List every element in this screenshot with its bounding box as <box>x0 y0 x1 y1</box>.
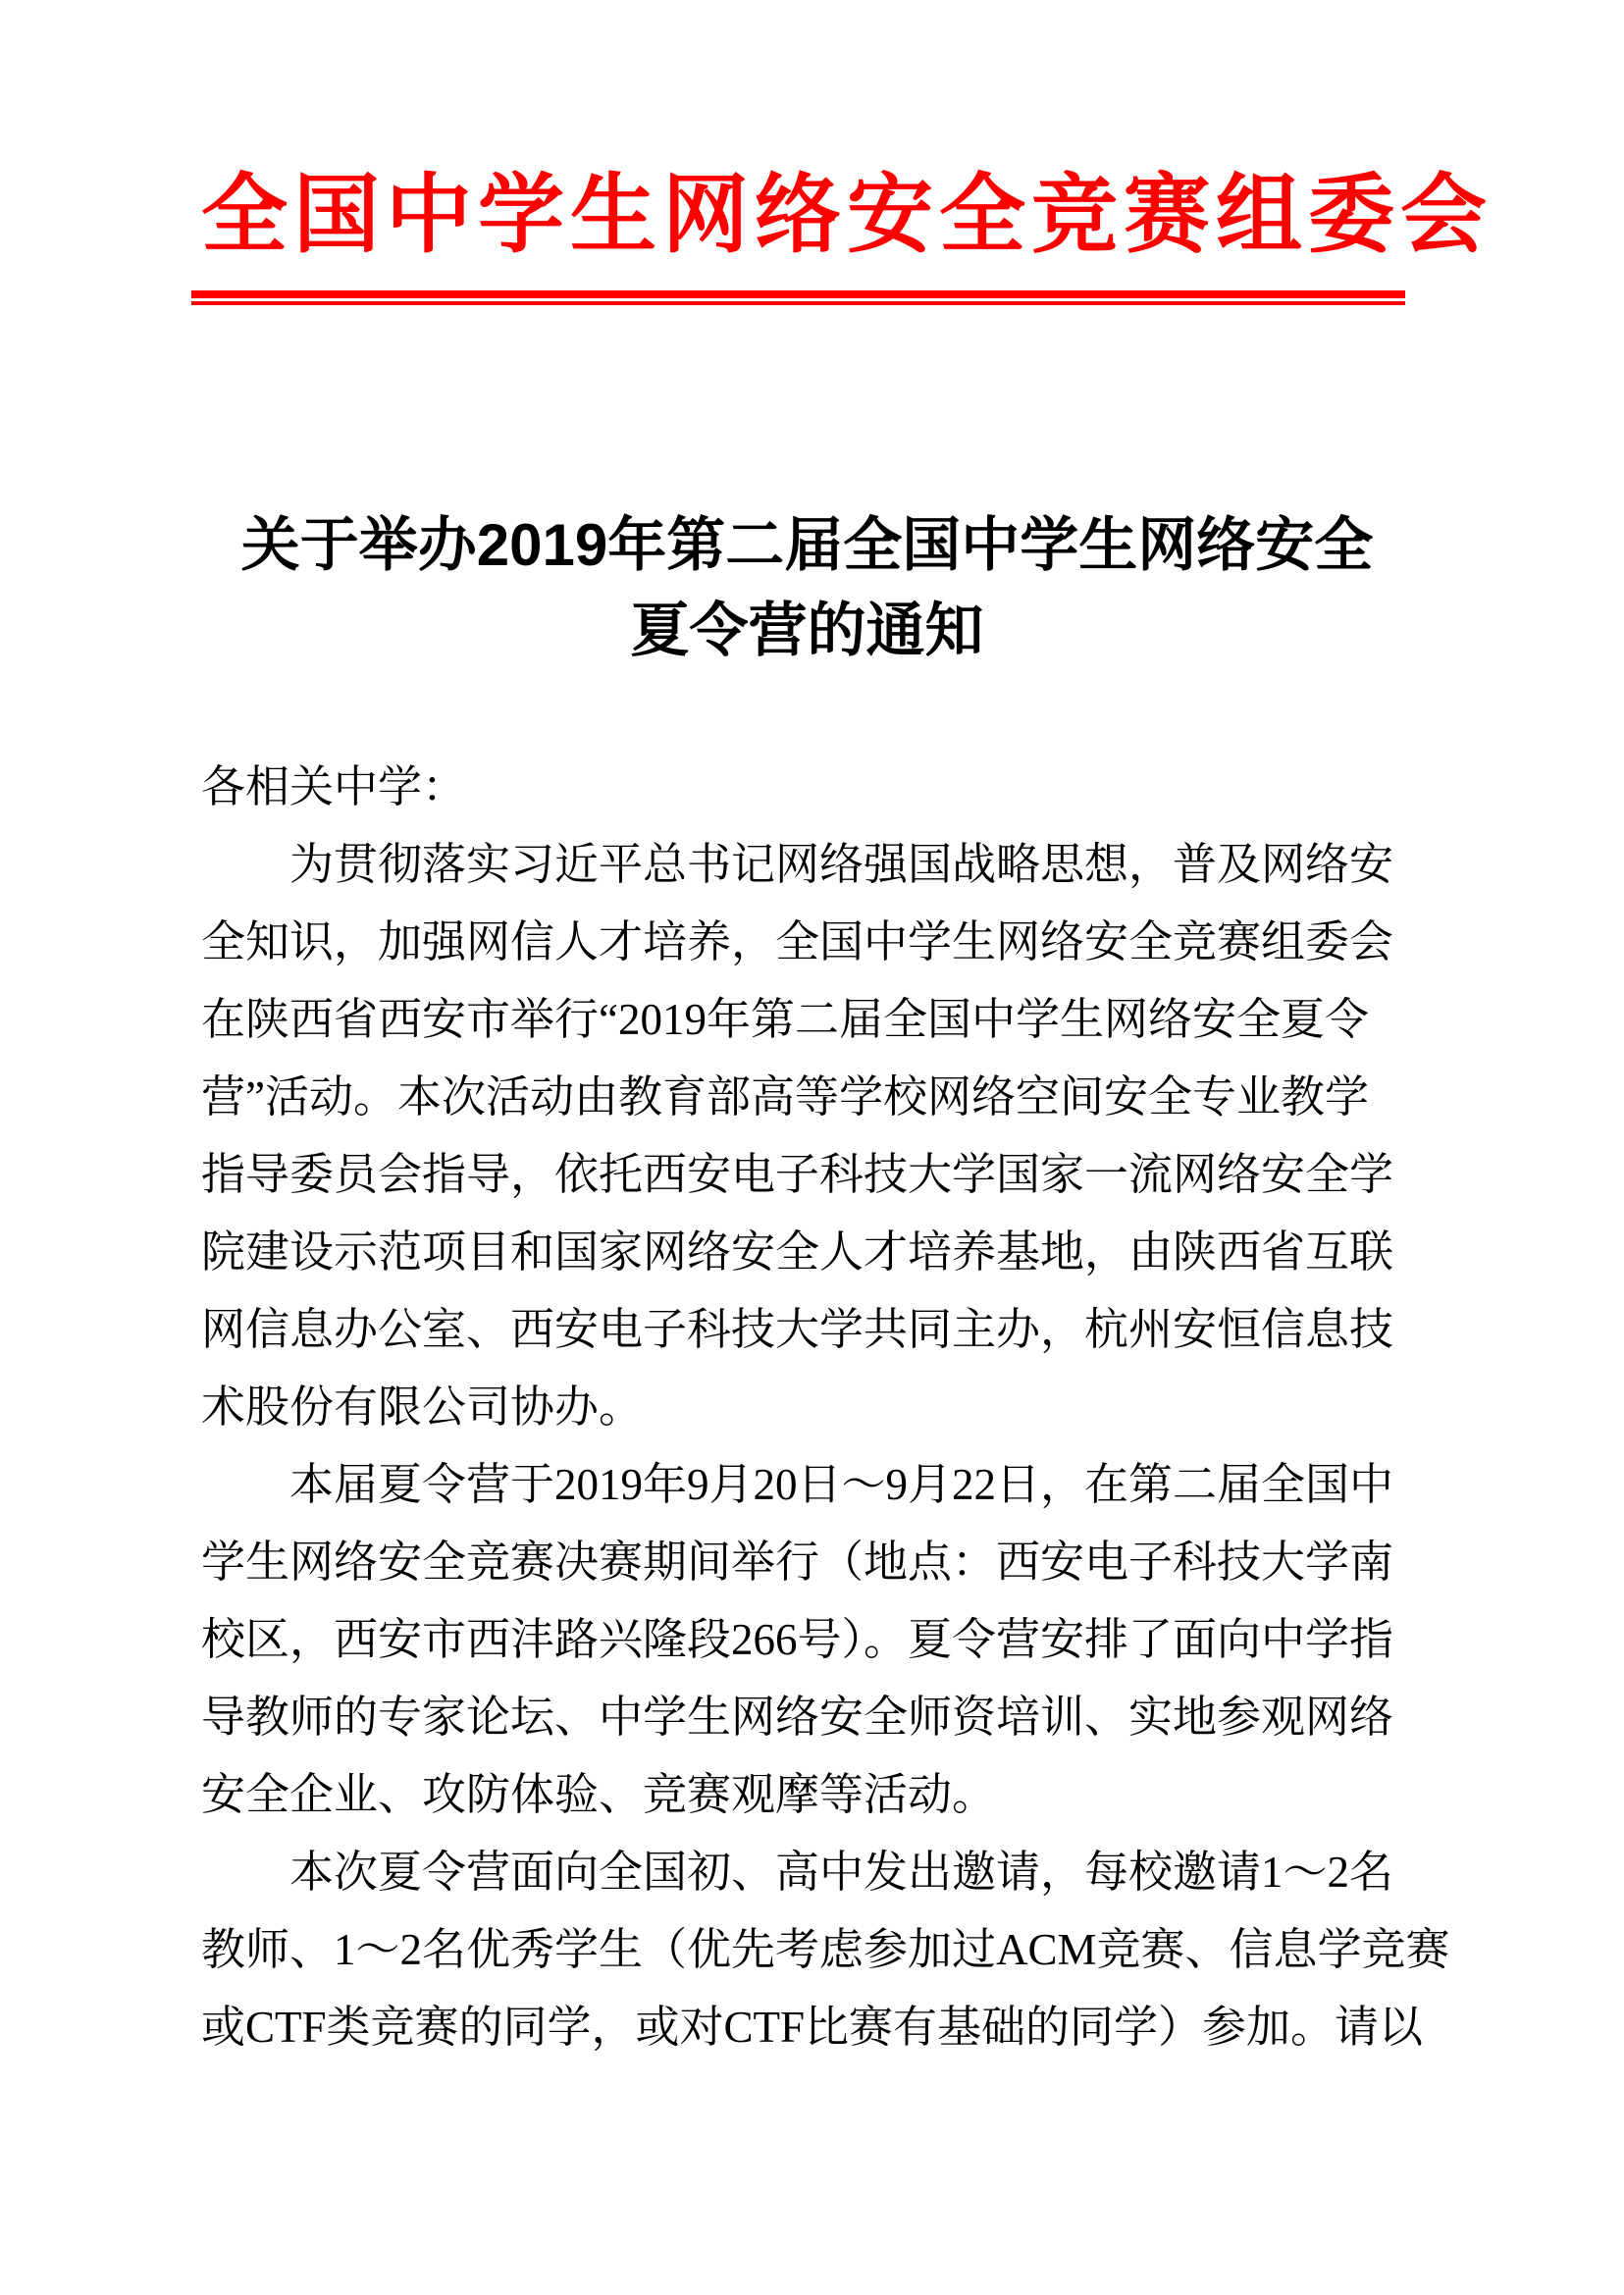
body-line: 为贯彻落实习近平总书记网络强国战略思想，普及网络安 <box>289 840 1394 889</box>
body-line: 指导委员会指导，依托西安电子科技大学国家一流网络安全学 <box>201 1150 1394 1199</box>
org-name-header: 全国中学生网络安全竞赛组委会 <box>201 166 1493 263</box>
red-divider <box>191 290 1405 305</box>
body-line: 营”活动。本次活动由教育部高等学校网络空间安全专业教学 <box>201 1072 1369 1121</box>
body-line: 本次夏令营面向全国初、高中发出邀请，每校邀请1～2名 <box>289 1848 1394 1897</box>
body-line: 本届夏令营于2019年9月20日～9月22日，在第二届全国中 <box>289 1460 1394 1509</box>
body-line: 学生网络安全竞赛决赛期间举行（地点：西安电子科技大学南 <box>201 1538 1394 1587</box>
body-line: 导教师的专家论坛、中学生网络安全师资培训、实地参观网络 <box>201 1693 1394 1742</box>
body-line: 全知识，加强网信人才培养，全国中学生网络安全竞赛组委会 <box>201 917 1394 966</box>
body-line: 安全企业、攻防体验、竞赛观摩等活动。 <box>201 1770 997 1819</box>
doc-title <box>201 502 1413 673</box>
body-line: 或CTF类竞赛的同学，或对CTF比赛有基础的同学）参加。请以 <box>201 2003 1424 2052</box>
body-line: 院建设示范项目和国家网络安全人才培养基地，由陕西省互联 <box>201 1227 1394 1277</box>
doc-title-line-2: 夏令营的通知 <box>630 598 984 663</box>
body-line: 术股份有限公司协办。 <box>201 1382 644 1432</box>
doc-title-line-1: 关于举办2019年第二届全国中学生网络安全 <box>240 512 1374 578</box>
body-line: 校区，西安市西沣路兴隆段266号）。夏令营安排了面向中学指 <box>201 1615 1394 1664</box>
body-line: 在陕西省西安市举行“2019年第二届全国中学生网络安全夏令 <box>201 995 1369 1044</box>
body-line: 网信息办公室、西安电子科技大学共同主办，杭州安恒信息技 <box>201 1305 1394 1354</box>
doc-body <box>201 749 1450 2066</box>
salutation: 各相关中学： <box>201 762 467 811</box>
body-line: 教师、1～2名优秀学生（优先考虑参加过ACM竞赛、信息学竞赛 <box>201 1925 1450 1974</box>
